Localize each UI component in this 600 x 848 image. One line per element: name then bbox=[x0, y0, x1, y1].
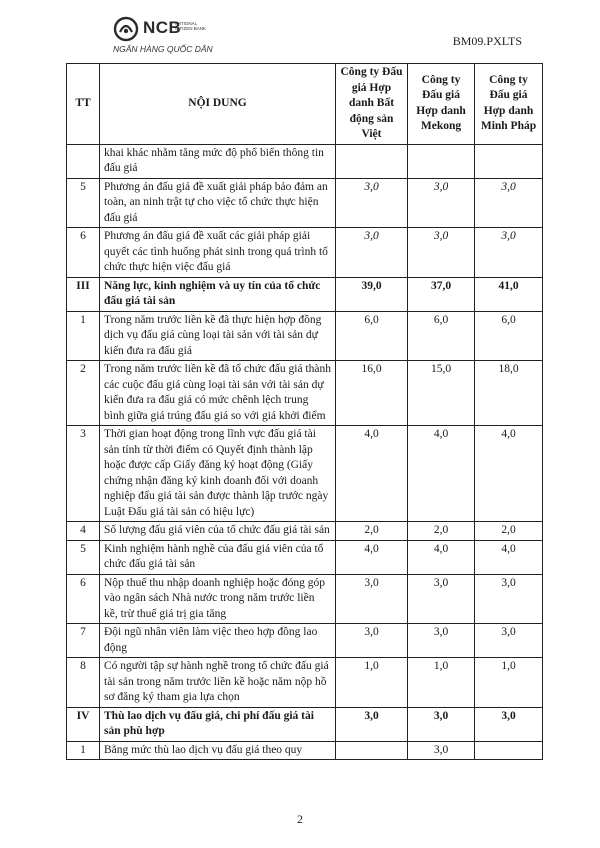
row-tt: 4 bbox=[67, 522, 100, 541]
table-header-row bbox=[67, 64, 543, 145]
row-content: Có người tập sự hành nghề trong tổ chức đấu giá tài sản trong năm trước liền kề hoặc năm nộp hồ sơ đăng ký tham gia lựa chọn bbox=[100, 658, 336, 708]
row-score-2: 15,0 bbox=[408, 361, 475, 426]
row-content: khai khác nhằm tăng mức độ phổ biến thông tin đấu giá bbox=[100, 144, 336, 178]
row-tt: 5 bbox=[67, 540, 100, 574]
row-score-1: 6,0 bbox=[336, 311, 408, 361]
table-row bbox=[67, 361, 543, 426]
row-score-1: 3,0 bbox=[336, 228, 408, 278]
logo-brand: NCB bbox=[143, 18, 182, 37]
row-score-3: 4,0 bbox=[475, 426, 543, 522]
row-tt: 1 bbox=[67, 741, 100, 760]
row-content: Nộp thuế thu nhập doanh nghiệp hoặc đóng góp vào ngân sách Nhà nước trong năm trước liền kề, trừ thuế giá trị gia tăng bbox=[100, 574, 336, 624]
row-score-3: 2,0 bbox=[475, 522, 543, 541]
row-score-3: 3,0 bbox=[475, 707, 543, 741]
row-score-1: 3,0 bbox=[336, 178, 408, 228]
row-score-1: 4,0 bbox=[336, 426, 408, 522]
row-tt: 5 bbox=[67, 178, 100, 228]
table-row bbox=[67, 228, 543, 278]
row-score-3: 41,0 bbox=[475, 277, 543, 311]
row-score-3: 3,0 bbox=[475, 178, 543, 228]
row-score-2: 4,0 bbox=[408, 426, 475, 522]
row-content: Năng lực, kinh nghiệm và uy tín của tổ chức đấu giá tài sản bbox=[100, 277, 336, 311]
table-row bbox=[67, 311, 543, 361]
document-code: BM09.PXLTS bbox=[452, 34, 522, 48]
row-tt: 2 bbox=[67, 361, 100, 426]
header-company-1: Công ty Đấu giá Hợp danh Bất động sản Việt bbox=[336, 64, 408, 145]
row-tt bbox=[67, 144, 100, 178]
page-header bbox=[0, 0, 600, 62]
row-content: Kinh nghiệm hành nghề của đấu giá viên của tổ chức đấu giá tài sản bbox=[100, 540, 336, 574]
row-score-1: 16,0 bbox=[336, 361, 408, 426]
table-row bbox=[67, 178, 543, 228]
logo-subtitle: NATIONAL CITIZEN BANK bbox=[175, 21, 207, 31]
row-score-3: 3,0 bbox=[475, 574, 543, 624]
header-company-2: Công ty Đấu giá Hợp danh Mekong bbox=[408, 64, 475, 145]
row-score-2: 4,0 bbox=[408, 540, 475, 574]
row-score-2: 3,0 bbox=[408, 574, 475, 624]
row-tt: 6 bbox=[67, 228, 100, 278]
table-row bbox=[67, 574, 543, 624]
row-score-2: 1,0 bbox=[408, 658, 475, 708]
row-score-1: 1,0 bbox=[336, 658, 408, 708]
header-tt: TT bbox=[67, 64, 100, 145]
row-score-1 bbox=[336, 144, 408, 178]
row-content: Thù lao dịch vụ đấu giá, chi phí đấu giá tài sản phù hợp bbox=[100, 707, 336, 741]
row-score-3: 3,0 bbox=[475, 624, 543, 658]
row-score-1 bbox=[336, 741, 408, 760]
row-tt: 6 bbox=[67, 574, 100, 624]
row-tt: IV bbox=[67, 707, 100, 741]
ncb-logo bbox=[113, 16, 233, 56]
row-score-2: 37,0 bbox=[408, 277, 475, 311]
ncb-logo-icon bbox=[113, 16, 139, 42]
row-score-1: 39,0 bbox=[336, 277, 408, 311]
row-content: Đội ngũ nhân viên làm việc theo hợp đồng lao động bbox=[100, 624, 336, 658]
row-score-2: 3,0 bbox=[408, 741, 475, 760]
row-score-2: 3,0 bbox=[408, 624, 475, 658]
row-content: Số lượng đấu giá viên của tổ chức đấu giá tài sản bbox=[100, 522, 336, 541]
row-score-3 bbox=[475, 144, 543, 178]
logo-tagline: NGÂN HÀNG QUỐC DÂN bbox=[113, 44, 213, 54]
row-tt: 8 bbox=[67, 658, 100, 708]
row-score-3: 4,0 bbox=[475, 540, 543, 574]
table-row bbox=[67, 144, 543, 178]
page-number: 2 bbox=[297, 812, 303, 826]
row-score-2 bbox=[408, 144, 475, 178]
row-score-1: 3,0 bbox=[336, 624, 408, 658]
table-row bbox=[67, 426, 543, 522]
row-score-2: 3,0 bbox=[408, 707, 475, 741]
row-content: Phương án đấu giá đề xuất giải pháp bảo đảm an toàn, an ninh trật tự cho việc tổ chức thực hiện đấu giá bbox=[100, 178, 336, 228]
table-row bbox=[67, 624, 543, 658]
row-tt: 3 bbox=[67, 426, 100, 522]
row-content: Trong năm trước liền kề đã tổ chức đấu giá thành các cuộc đấu giá cùng loại tài sản với tài sản dự kiến đưa ra đấu giá có mức chênh lệch trung bình giữa giá trúng đấu giá so với giá khởi điểm bbox=[100, 361, 336, 426]
row-score-2: 2,0 bbox=[408, 522, 475, 541]
row-score-1: 3,0 bbox=[336, 707, 408, 741]
row-score-1: 2,0 bbox=[336, 522, 408, 541]
row-score-2: 3,0 bbox=[408, 228, 475, 278]
table-row bbox=[67, 741, 543, 760]
row-content: Trong năm trước liền kề đã thực hiện hợp đồng dịch vụ đấu giá cùng loại tài sản với tài sản dự kiến đưa ra đấu giá bbox=[100, 311, 336, 361]
row-score-3: 3,0 bbox=[475, 228, 543, 278]
row-tt: III bbox=[67, 277, 100, 311]
table-row bbox=[67, 522, 543, 541]
table-row bbox=[67, 658, 543, 708]
row-score-3: 18,0 bbox=[475, 361, 543, 426]
table-section-row bbox=[67, 707, 543, 741]
header-content: NỘI DUNG bbox=[100, 64, 336, 145]
row-score-1: 3,0 bbox=[336, 574, 408, 624]
row-score-2: 6,0 bbox=[408, 311, 475, 361]
row-content: Thời gian hoạt động trong lĩnh vực đấu giá tài sản tính từ thời điểm có Quyết định thành lập hoặc được cấp Giấy đăng ký hoạt động (Giấy chứng nhận đăng ký kinh doanh đối với doanh nghiệp đấu giá tài sản được thành lập trước ngày Luật Đấu giá tài sản có hiệu lực) bbox=[100, 426, 336, 522]
table-section-row bbox=[67, 277, 543, 311]
row-content: Phương án đấu giá đề xuất các giải pháp giải quyết các tình huống phát sinh trong quá trình tổ chức thực hiện việc đấu giá bbox=[100, 228, 336, 278]
row-tt: 7 bbox=[67, 624, 100, 658]
table-row bbox=[67, 540, 543, 574]
header-company-3: Công ty Đấu giá Hợp danh Minh Pháp bbox=[475, 64, 543, 145]
row-score-3: 6,0 bbox=[475, 311, 543, 361]
row-score-3 bbox=[475, 741, 543, 760]
row-content: Bằng mức thù lao dịch vụ đấu giá theo quy bbox=[100, 741, 336, 760]
row-tt: 1 bbox=[67, 311, 100, 361]
row-score-1: 4,0 bbox=[336, 540, 408, 574]
scoring-table bbox=[66, 63, 543, 760]
row-score-3: 1,0 bbox=[475, 658, 543, 708]
row-score-2: 3,0 bbox=[408, 178, 475, 228]
